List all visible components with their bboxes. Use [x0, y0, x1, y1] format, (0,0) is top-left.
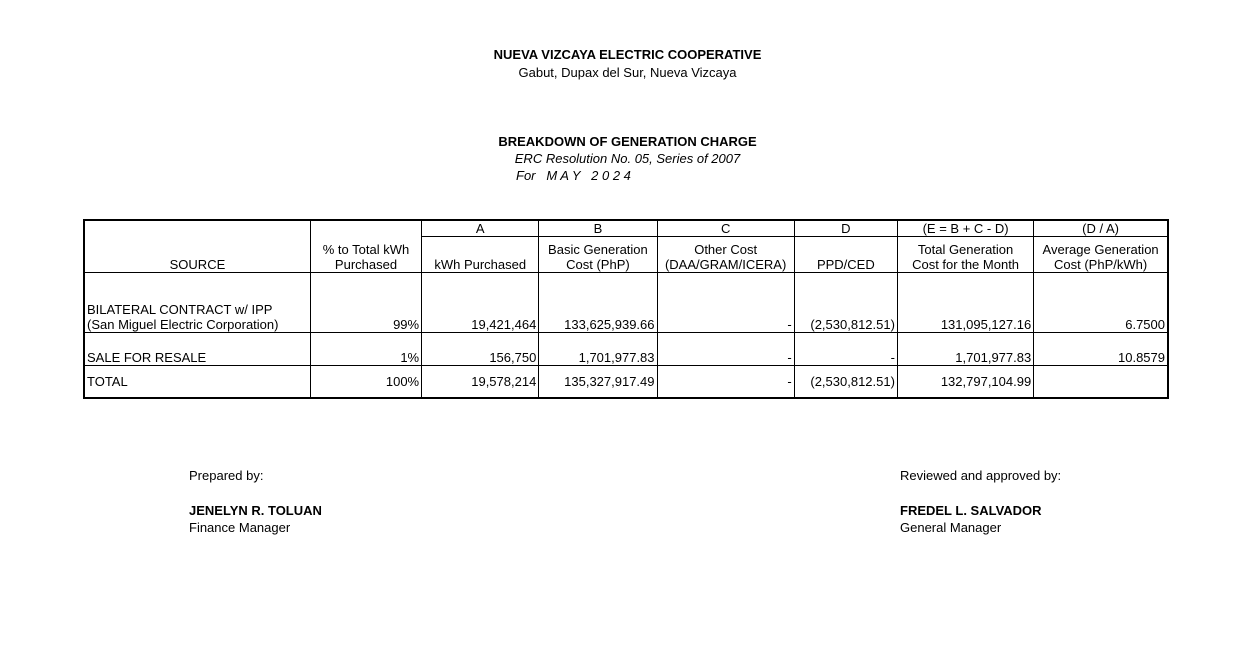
row-total: 131,095,127.16: [897, 273, 1033, 333]
table-row: [84, 333, 1168, 366]
row-source: SALE FOR RESALE: [84, 333, 310, 366]
total-kwh: 19,578,214: [422, 366, 539, 398]
preparer-title: Finance Manager: [189, 520, 291, 535]
total-label: TOTAL: [84, 366, 310, 398]
header-ppd: PPD/CED: [794, 237, 897, 273]
row-pct: 99%: [310, 273, 421, 333]
reviewer-title: General Manager: [900, 520, 1002, 535]
row-basic: 1,701,977.83: [539, 333, 657, 366]
total-basic: 135,327,917.49: [539, 366, 657, 398]
reviewed-by-label: Reviewed and approved by:: [900, 468, 1062, 483]
org-address: Gabut, Dupax del Sur, Nueva Vizcaya: [518, 65, 737, 80]
col-letter-e: (E = B + C - D): [897, 220, 1033, 237]
col-letter-a: A: [422, 220, 539, 237]
total-ppd: (2,530,812.51): [794, 366, 897, 398]
total-pct: 100%: [310, 366, 421, 398]
header-kwh: kWh Purchased: [422, 237, 539, 273]
total-row: [84, 366, 1168, 398]
header-pct: % to Total kWh Purchased: [310, 237, 421, 273]
total-avg: [1034, 366, 1168, 398]
resolution-subtitle: ERC Resolution No. 05, Series of 2007: [514, 151, 741, 166]
row-ppd: -: [794, 333, 897, 366]
row-kwh: 19,421,464: [422, 273, 539, 333]
header-total: Total Generation Cost for the Month: [897, 237, 1033, 273]
col-letter-c: C: [657, 220, 794, 237]
preparer-name: JENELYN R. TOLUAN: [189, 503, 322, 518]
row-pct: 1%: [310, 333, 421, 366]
row-ppd: (2,530,812.51): [794, 273, 897, 333]
generation-charge-table: [83, 219, 1169, 399]
col-letter-d: D: [794, 220, 897, 237]
row-total: 1,701,977.83: [897, 333, 1033, 366]
row-basic: 133,625,939.66: [539, 273, 657, 333]
report-title: BREAKDOWN OF GENERATION CHARGE: [498, 134, 757, 149]
header-basic: Basic Generation Cost (PhP): [539, 237, 657, 273]
row-avg: 10.8579: [1034, 333, 1168, 366]
col-letter-avg: (D / A): [1034, 220, 1168, 237]
header-avg: Average Generation Cost (PhP/kWh): [1034, 237, 1168, 273]
table-row: [84, 273, 1168, 333]
row-other: -: [657, 273, 794, 333]
row-source: BILATERAL CONTRACT w/ IPP (San Miguel Electric Corporation): [87, 302, 279, 332]
report-period: For M A Y 2 0 2 4: [516, 168, 631, 183]
col-letter-b: B: [539, 220, 657, 237]
column-header-row: [84, 237, 1168, 273]
total-other: -: [657, 366, 794, 398]
org-name: NUEVA VIZCAYA ELECTRIC COOPERATIVE: [493, 47, 762, 62]
prepared-by-label: Prepared by:: [189, 468, 264, 483]
column-letter-row: [84, 220, 1168, 237]
total-generation-cost: 132,797,104.99: [897, 366, 1033, 398]
row-other: -: [657, 333, 794, 366]
row-avg: 6.7500: [1034, 273, 1168, 333]
reviewer-name: FREDEL L. SALVADOR: [900, 503, 1042, 518]
row-kwh: 156,750: [422, 333, 539, 366]
header-source: SOURCE: [84, 237, 310, 273]
header-other: Other Cost (DAA/GRAM/ICERA): [657, 237, 794, 273]
